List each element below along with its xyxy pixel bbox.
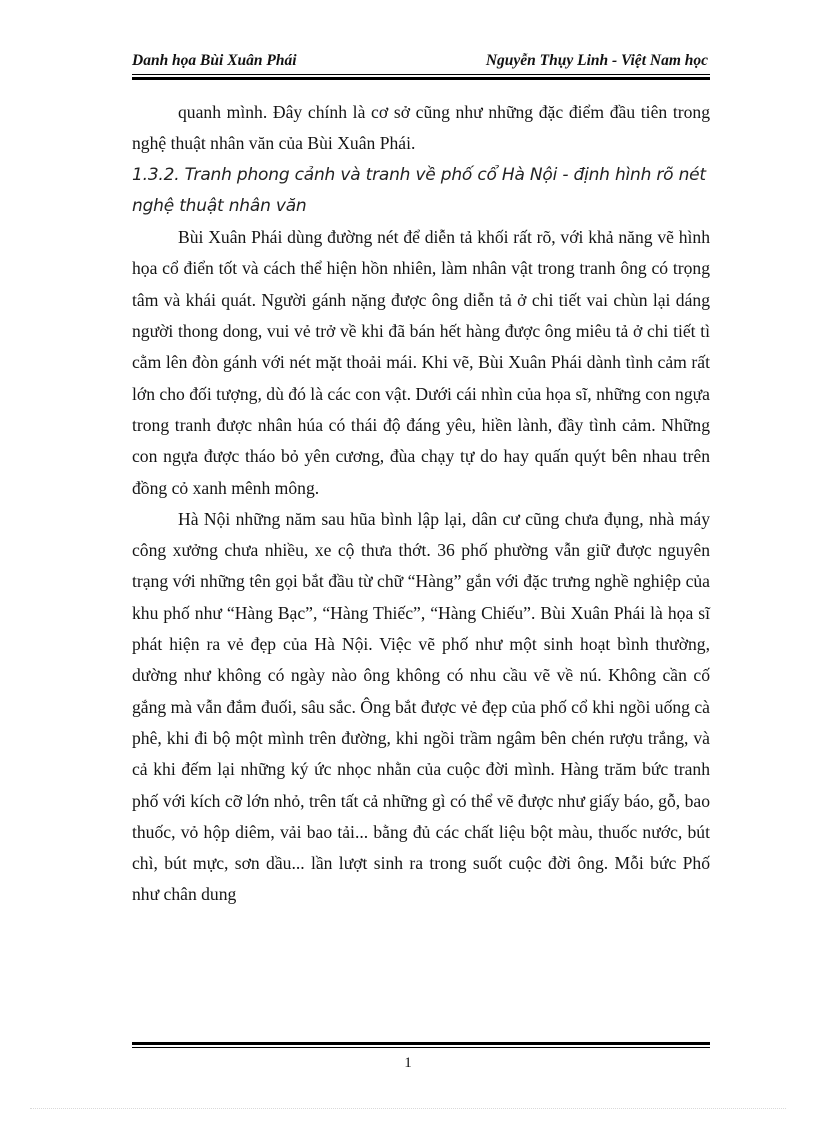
page-header — [132, 50, 708, 72]
page-body — [132, 97, 710, 911]
header-document-title: Danh họa Bùi Xuân Phái — [132, 52, 297, 69]
header-divider-thin — [132, 74, 710, 75]
section-heading: 1.3.2. Tranh phong cảnh và tranh về phố cổ Hà Nội - định hình rõ nét nghệ thuật nhân văn — [132, 164, 706, 216]
continuation-paragraph: quanh mình. Đây chính là cơ sở cũng như những đặc điểm đầu tiên trong nghệ thuật nhân văn của Bùi Xuân Phái. — [132, 102, 710, 154]
page-bottom-dotted-border — [30, 1108, 786, 1109]
footer-divider-thin — [132, 1047, 710, 1048]
body-paragraph-1: Bùi Xuân Phái dùng đường nét để diễn tả khối rất rõ, với khả năng vẽ hình họa cổ điển tốt và cách thể hiện hồn nhiên, làm nhân vật trong tranh ông có trọng tâm và khái quát. Người gánh nặng được ông diễn tả ở chi tiết vai chùn lại dáng người thong dong, vui vẻ trở về khi đã bán hết hàng được ông miêu tả ở chi tiết tì cằm lên đòn gánh với nét mặt thoải mái. Khi vẽ, Bùi Xuân Phái dành tình cảm rất lớn cho đối tượng, dù đó là các con vật. Dưới cái nhìn của họa sĩ, những con ngựa trong tranh được nhân húa có thái độ đáng yêu, hiền lành, đầy tình cảm. Những con ngựa được tháo bỏ yên cương, đùa chạy tự do hay quấn quýt bên nhau trên đồng cỏ xanh mênh mông. — [132, 227, 710, 498]
footer-divider-thick — [132, 1042, 710, 1045]
body-paragraph-2: Hà Nội những năm sau hũa bình lập lại, dân cư cũng chưa đụng, nhà máy công xưởng chưa nhiều, xe cộ thưa thớt. 36 phố phường vẫn giữ được nguyên trạng với những tên gọi bắt đầu từ chữ “Hàng” gắn với đặc trưng nghề nghiệp của khu phố như “Hàng Bạc”, “Hàng Thiếc”, “Hàng Chiếu”. Bùi Xuân Phái là họa sĩ phát hiện ra vẻ đẹp của Hà Nội. Việc vẽ phố như một sinh hoạt bình thường, dường như không có ngày nào ông không có nhu cầu vẽ về nú. Không cần cố gắng mà vẫn đắm đuối, sâu sắc. Ông bắt được vẻ đẹp của phố cổ khi ngồi uống cà phê, khi đi bộ một mình trên đường, khi ngồi trầm ngâm bên chén rượu trắng, và cả khi đếm lại những ký ức nhọc nhằn của cuộc đời mình. Hàng trăm bức tranh phố với kích cỡ lớn nhỏ, trên tất cả những gì có thể vẽ được như giấy báo, gỗ, bao thuốc, vỏ hộp diêm, vải bao tải... bằng đủ các chất liệu bột màu, thuốc nước, bút chì, bút mực, sơn dầu... lần lượt sinh ra trong suốt cuộc đời ông. Mỗi bức Phố như chân dung — [132, 508, 710, 905]
header-divider-thick — [132, 77, 710, 80]
header-author: Nguyễn Thụy Linh - Việt Nam học — [485, 52, 708, 69]
page-number: 1 — [404, 1055, 412, 1071]
